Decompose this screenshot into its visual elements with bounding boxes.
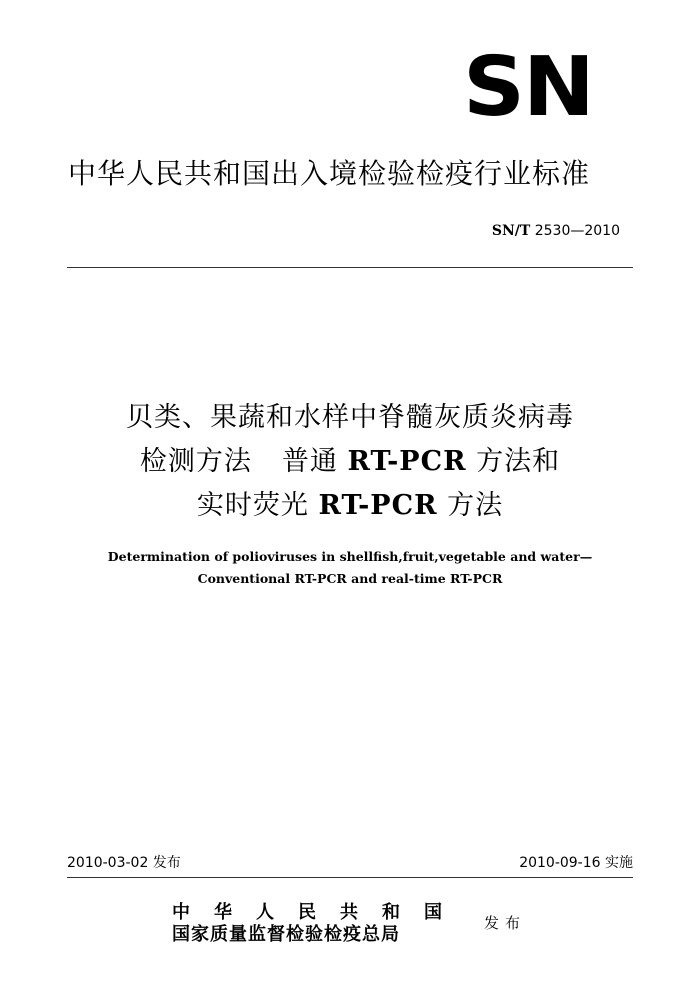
title-zh-line2 [0,440,700,484]
title-en-line1: Determination of polioviruses in shellfish,fruit,vegetable and water— [107,549,593,564]
organization-header: 中华人民共和国出入境检验检疫行业标准 [68,157,591,190]
title-zh-line2-part-a: 检测方法 [139,446,252,477]
issue-date: 2010-03-02 发布 [67,855,181,871]
title-zh-line3-method: RT-PCR [318,490,438,521]
title-zh-line1: 贝类、果蔬和水样中脊髓灰质炎病毒 [126,402,574,433]
top-divider [67,267,633,268]
title-zh-line3 [0,484,700,528]
title-zh-line3-part-c: 方法 [447,490,504,521]
sn-logo: SN [463,52,593,124]
issuer-agency: 国家质量监督检验检疫总局 [172,924,400,945]
title-zh-line2-part-d: 方法和 [476,446,561,477]
title-zh-line2-part-b: 普通 [281,446,338,477]
standard-code-prefix: SN/T [491,223,531,239]
title-zh-line2-method: RT-PCR [347,446,467,477]
title-zh-line3-part-a: 实时荧光 [196,490,309,521]
bottom-divider [67,877,633,878]
title-en-line2: Conventional RT-PCR and real-time RT-PCR [197,571,503,586]
issuing-authority [172,902,466,946]
issue-action: 发布 [484,914,527,932]
standard-code-number: 2530—2010 [534,223,620,239]
implement-date: 2010-09-16 实施 [519,855,633,871]
issuer-country: 中华人民共和国 [172,902,466,923]
standard-code [492,222,620,240]
